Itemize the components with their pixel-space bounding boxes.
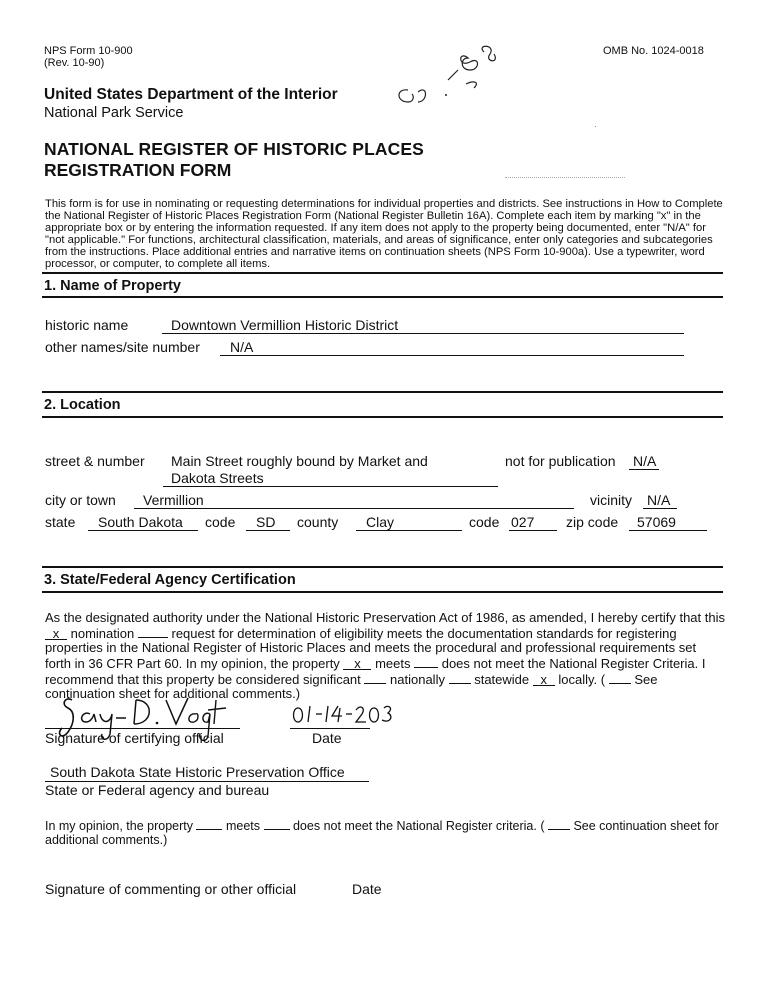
city-label: city or town — [45, 492, 116, 508]
section-divider — [42, 391, 723, 393]
handwritten-date — [290, 700, 400, 726]
not-for-publication-value: N/A — [633, 453, 657, 469]
section-divider — [42, 296, 723, 298]
state-code-label: code — [205, 514, 236, 530]
county-code-field[interactable] — [509, 514, 557, 531]
continuation-checkbox[interactable] — [609, 671, 631, 684]
state-value: South Dakota — [98, 514, 183, 530]
meets-label: meets — [375, 656, 411, 671]
service-name: National Park Service — [44, 105, 184, 121]
zip-label: zip code — [566, 514, 619, 530]
agency-value: South Dakota State Historic Preservation Office — [50, 764, 345, 780]
nomination-label: nomination — [70, 626, 135, 641]
section-divider — [42, 416, 723, 418]
county-code-value: 027 — [511, 514, 535, 530]
agency-label: State or Federal agency and bureau — [45, 782, 270, 798]
meets-mark: x — [354, 656, 361, 671]
handwritten-reference-mark — [388, 40, 513, 110]
statewide-checkbox[interactable] — [449, 671, 471, 684]
scan-specks: · — [594, 122, 597, 131]
date-label: Date — [312, 730, 342, 746]
date-line[interactable] — [290, 728, 370, 729]
locally-mark: x — [540, 672, 548, 687]
street-value-line2: Dakota Streets — [171, 470, 264, 486]
scan-dotted-line — [505, 177, 625, 178]
agency-field[interactable] — [45, 764, 369, 782]
nomination-checkbox[interactable] — [45, 627, 67, 640]
department-name: United States Department of the Interior — [44, 86, 338, 103]
statewide-label: statewide — [474, 672, 530, 687]
not-for-publication-label: not for publication — [505, 453, 616, 469]
signature-line[interactable] — [45, 728, 240, 729]
county-value: Clay — [366, 514, 395, 530]
state-label: state — [45, 514, 76, 530]
section1-heading: 1. Name of Property — [44, 278, 181, 294]
state-code-value: SD — [256, 514, 276, 530]
vicinity-field[interactable] — [643, 492, 677, 509]
request-text: request for determination of eligibility meets the documentation standards for registering properties in the National Register of Historic Places and meets the procedural and professional requirements set forth in 36 CFR Part 60. In my opinion, the property — [45, 626, 697, 671]
nationally-label: nationally — [390, 672, 445, 687]
not-meet-checkbox[interactable] — [414, 655, 438, 668]
opinion-intro-text: In my opinion, the property — [45, 819, 193, 833]
street-label: street & number — [45, 453, 145, 469]
section-divider — [42, 272, 723, 274]
street-field[interactable] — [163, 470, 498, 487]
not-meet-text: does not meet the National Register Criteria. I recommend that this property be considered significant — [45, 656, 706, 687]
county-field[interactable] — [356, 514, 462, 531]
opinion-rest-text: does not meet the National Register criteria. ( — [292, 819, 545, 833]
omb-number: OMB No. 1024-0018 — [603, 45, 704, 57]
opinion-continuation-text: See continuation sheet for additional comments.) — [45, 819, 719, 847]
historic-name-field[interactable] — [162, 317, 684, 334]
form-title-line1: NATIONAL REGISTER OF HISTORIC PLACES — [44, 139, 424, 159]
commenting-date-label: Date — [352, 881, 382, 897]
form-number: NPS Form 10-900 — [44, 45, 133, 57]
other-names-field[interactable] — [220, 339, 684, 356]
street-value-line1: Main Street roughly bound by Market and — [171, 453, 428, 469]
opinion-continuation-checkbox[interactable] — [548, 817, 570, 830]
meets-checkbox[interactable] — [343, 657, 371, 670]
county-label: county — [297, 514, 339, 530]
opinion-paragraph — [45, 817, 735, 847]
locally-checkbox[interactable] — [533, 673, 555, 686]
city-value: Vermillion — [143, 492, 204, 508]
city-field[interactable] — [134, 492, 574, 509]
not-for-publication-field[interactable] — [629, 453, 659, 470]
opinion-meets-label: meets — [225, 819, 261, 833]
historic-name-label: historic name — [45, 317, 129, 333]
vicinity-value: N/A — [647, 492, 671, 508]
cert-intro-text: As the designated authority under the National Historic Preservation Act of 1986, as amended, I hereby certify that this — [45, 610, 725, 625]
section3-heading: 3. State/Federal Agency Certification — [44, 572, 296, 588]
nomination-mark: x — [52, 626, 60, 641]
section-divider — [42, 566, 723, 568]
section-divider — [42, 591, 723, 593]
form-revision: (Rev. 10-90) — [44, 57, 105, 69]
locally-label: locally. ( — [558, 672, 606, 687]
zip-field[interactable] — [629, 514, 707, 531]
signature-label: Signature of certifying official — [45, 730, 224, 746]
state-field[interactable] — [88, 514, 198, 531]
county-code-label: code — [469, 514, 500, 530]
section2-heading: 2. Location — [44, 397, 121, 413]
commenting-signature-label: Signature of commenting or other official — [45, 881, 297, 897]
historic-name-value: Downtown Vermillion Historic District — [171, 317, 399, 333]
opinion-not-meet-checkbox[interactable] — [264, 817, 290, 830]
zip-value: 57069 — [637, 514, 676, 530]
other-names-label: other names/site number — [45, 339, 200, 355]
nationally-checkbox[interactable] — [364, 671, 386, 684]
certification-paragraph — [45, 611, 725, 701]
request-checkbox[interactable] — [138, 625, 168, 638]
state-code-field[interactable] — [246, 514, 290, 531]
other-names-value: N/A — [230, 339, 254, 355]
instructions-paragraph: This form is for use in nominating or requesting determinations for individual properties and districts. See instructions in How to Complete the National Register of Historic Places Registration Form (National Register Bulletin 16A). Complete each item by marking "x" in the appropriate box or by entering the information requested. If any item does not apply to the property being documented, enter "N/A" for "not applicable." For functions, architectural classification, materials, and areas of significance, enter only categories and subcategories from the instructions. Place additional entries and narrative items on continuation sheets (NPS Form 10-900a). Use a typewriter, word processor, or computer, to complete all items. — [45, 198, 723, 270]
form-title-line2: REGISTRATION FORM — [44, 160, 232, 180]
continuation-text: See continuation sheet for additional comments.) — [45, 672, 658, 701]
opinion-meets-checkbox[interactable] — [196, 817, 222, 830]
vicinity-label: vicinity — [590, 492, 633, 508]
